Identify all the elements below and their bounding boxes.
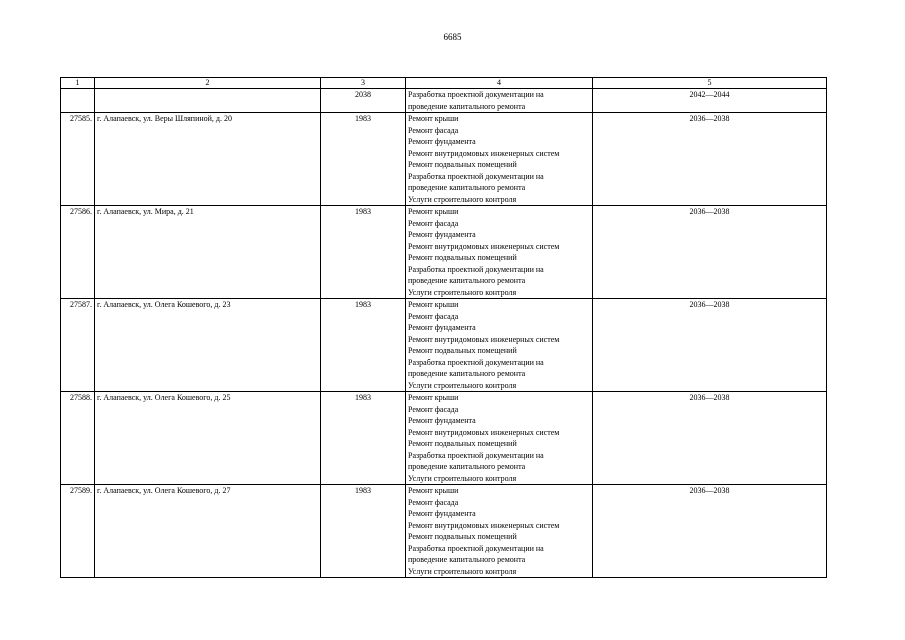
work-item: Услуги строительного контроля (408, 380, 517, 390)
address-cell: г. Алапаевск, ул. Олега Кошевого, д. 25 (95, 392, 321, 485)
address-cell: г. Алапаевск, ул. Мира, д. 21 (95, 206, 321, 299)
work-item: Разработка проектной документации на (408, 357, 544, 367)
continuation-row (61, 89, 827, 113)
work-item: Ремонт фундамента (408, 509, 476, 518)
works-cell (406, 206, 593, 299)
work-item: Ремонт фундамента (408, 323, 476, 332)
row-number-cell: 27589. (61, 485, 95, 578)
row-number-cell: 27585. (61, 113, 95, 206)
work-item: Ремонт внутридомовых инженерных систем (408, 241, 560, 251)
work-item: Ремонт подвальных помещений (408, 439, 517, 448)
column-number-3: 3 (321, 78, 406, 89)
work-item: Услуги строительного контроля (408, 473, 517, 483)
address-cell: г. Алапаевск, ул. Олега Кошевого, д. 23 (95, 299, 321, 392)
year-cell: 2038 (321, 89, 406, 113)
work-item: Ремонт фасада (408, 497, 459, 507)
period-cell: 2036—2038 (593, 206, 827, 299)
work-item: проведение капитального ремонта (408, 183, 526, 192)
work-item: проведение капитального ремонта (408, 462, 526, 471)
work-item: Услуги строительного контроля (408, 194, 517, 204)
table-row (61, 299, 827, 392)
column-number-5: 5 (593, 78, 827, 89)
work-item: Ремонт внутридомовых инженерных систем (408, 427, 560, 437)
works-cell (406, 299, 593, 392)
period-cell: 2042—2044 (593, 89, 827, 113)
work-item: Ремонт внутридомовых инженерных систем (408, 148, 560, 158)
work-item: Ремонт крыши (408, 114, 459, 123)
table-row (61, 392, 827, 485)
period-cell: 2036—2038 (593, 299, 827, 392)
year-cell: 1983 (321, 392, 406, 485)
work-item: Ремонт фасада (408, 218, 459, 228)
column-number-1: 1 (61, 78, 95, 89)
work-item: Ремонт фасада (408, 404, 459, 414)
row-number-cell: 27588. (61, 392, 95, 485)
year-cell: 1983 (321, 299, 406, 392)
work-item: Ремонт подвальных помещений (408, 253, 517, 262)
work-item: Ремонт фундамента (408, 137, 476, 146)
work-item: Ремонт подвальных помещений (408, 532, 517, 541)
work-item: Ремонт внутридомовых инженерных систем (408, 520, 560, 530)
work-item: проведение капитального ремонта (408, 276, 526, 285)
work-item: Ремонт подвальных помещений (408, 346, 517, 355)
work-item: Ремонт крыши (408, 393, 459, 402)
period-cell: 2036—2038 (593, 113, 827, 206)
work-item: Услуги строительного контроля (408, 287, 517, 297)
work-item: проведение капитального ремонта (408, 101, 526, 111)
repair-schedule-table (60, 77, 827, 578)
work-item: Разработка проектной документации на (408, 450, 544, 460)
year-cell: 1983 (321, 485, 406, 578)
row-number-cell: 27587. (61, 299, 95, 392)
column-number-row (61, 78, 827, 89)
work-item: проведение капитального ремонта (408, 369, 526, 378)
address-cell (95, 89, 321, 113)
column-number-4: 4 (406, 78, 593, 89)
work-item: Разработка проектной документации на (408, 171, 544, 181)
work-item: Ремонт крыши (408, 207, 459, 216)
work-item: Ремонт фасада (408, 311, 459, 321)
work-item: проведение капитального ремонта (408, 555, 526, 564)
row-number-cell (61, 89, 95, 113)
year-cell: 1983 (321, 206, 406, 299)
work-item: Ремонт крыши (408, 300, 459, 309)
row-number-cell: 27586. (61, 206, 95, 299)
work-item: Разработка проектной документации на (408, 264, 544, 274)
works-cell (406, 89, 593, 113)
works-cell (406, 113, 593, 206)
work-item: Услуги строительного контроля (408, 566, 517, 576)
works-cell (406, 485, 593, 578)
year-cell: 1983 (321, 113, 406, 206)
table-row (61, 485, 827, 578)
table-row (61, 113, 827, 206)
work-item: Ремонт фундамента (408, 416, 476, 425)
work-item: Разработка проектной документации на (408, 90, 544, 99)
work-item: Ремонт фундамента (408, 230, 476, 239)
work-item: Разработка проектной документации на (408, 543, 544, 553)
column-number-2: 2 (95, 78, 321, 89)
table-row (61, 206, 827, 299)
period-cell: 2036—2038 (593, 485, 827, 578)
work-item: Ремонт подвальных помещений (408, 160, 517, 169)
works-cell (406, 392, 593, 485)
work-item: Ремонт фасада (408, 125, 459, 135)
work-item: Ремонт крыши (408, 486, 459, 495)
work-item: Ремонт внутридомовых инженерных систем (408, 334, 560, 344)
page-number: 6685 (443, 32, 462, 42)
address-cell: г. Алапаевск, ул. Олега Кошевого, д. 27 (95, 485, 321, 578)
period-cell: 2036—2038 (593, 392, 827, 485)
address-cell: г. Алапаевск, ул. Веры Шляпиной, д. 20 (95, 113, 321, 206)
